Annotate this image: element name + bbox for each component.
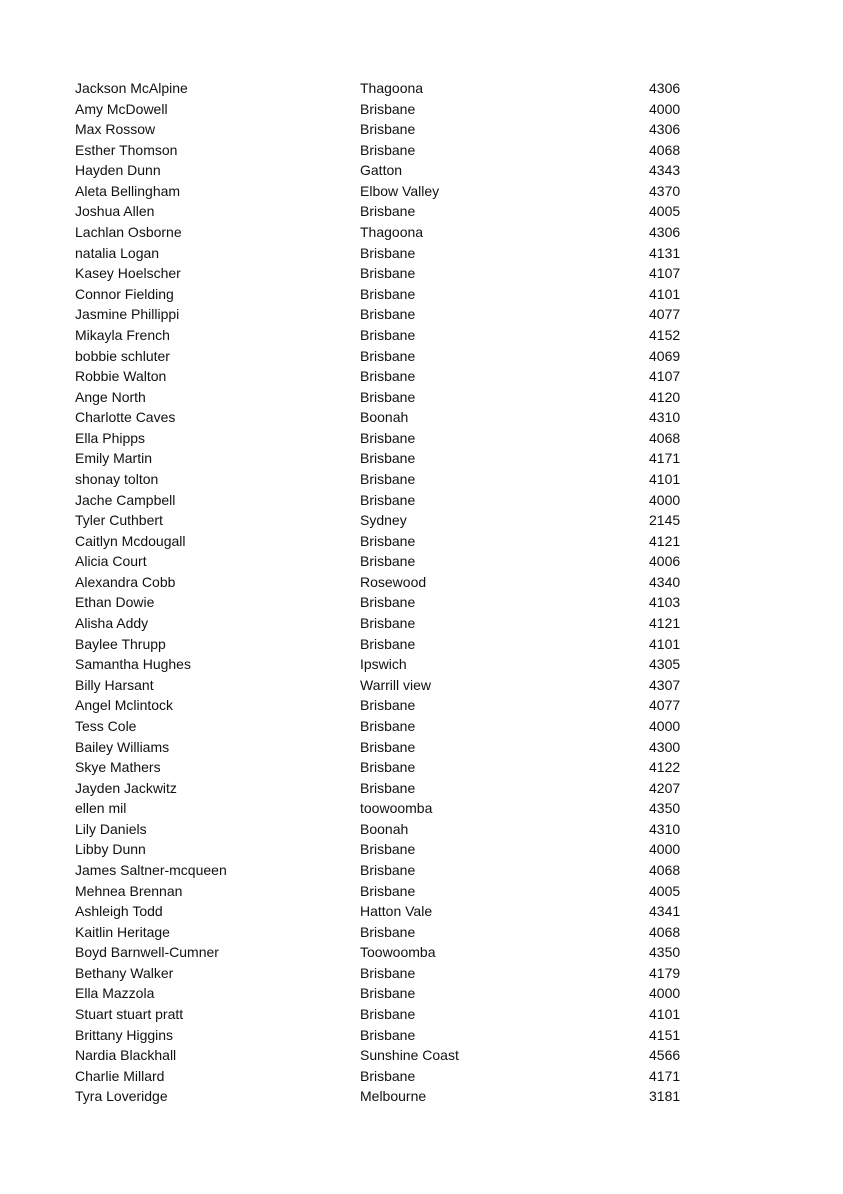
table-row: [75, 387, 695, 408]
suburb-cell: Brisbane: [360, 553, 416, 570]
table-row: [75, 346, 695, 367]
suburb-cell: Brisbane: [360, 635, 416, 652]
table-row: [75, 407, 695, 428]
postcode-cell: 4077: [649, 697, 681, 714]
postcode-cell: 4310: [649, 820, 681, 837]
table-row: [75, 140, 695, 161]
suburb-cell: Brisbane: [360, 450, 416, 467]
postcode-cell: 4350: [649, 800, 681, 817]
table-row: [75, 839, 695, 860]
suburb-cell: Brisbane: [360, 964, 416, 981]
postcode-cell: 4370: [649, 182, 681, 199]
postcode-cell: 4305: [649, 656, 681, 673]
table-row: [75, 490, 695, 511]
suburb-cell: Brisbane: [360, 121, 416, 138]
postcode-cell: 4343: [649, 162, 681, 179]
table-row: [75, 901, 695, 922]
name-cell: Baylee Thrupp: [75, 635, 166, 652]
postcode-cell: 4306: [649, 80, 681, 96]
name-cell: Ella Mazzola: [75, 985, 155, 1002]
table-row: [75, 983, 695, 1004]
postcode-cell: 4121: [649, 532, 681, 549]
postcode-cell: 4350: [649, 944, 681, 961]
name-cell: Mikayla French: [75, 326, 170, 343]
suburb-cell: Thagoona: [360, 80, 424, 96]
name-cell: Jache Campbell: [75, 491, 176, 508]
name-cell: Jayden Jackwitz: [75, 779, 177, 796]
table-row: [75, 469, 695, 490]
suburb-cell: Brisbane: [360, 697, 416, 714]
suburb-cell: Brisbane: [360, 491, 416, 508]
suburb-cell: Brisbane: [360, 738, 416, 755]
postcode-cell: 4122: [649, 759, 681, 776]
name-cell: Robbie Walton: [75, 368, 167, 385]
suburb-cell: Brisbane: [360, 779, 416, 796]
suburb-cell: Toowoomba: [360, 944, 436, 961]
suburb-cell: Brisbane: [360, 1067, 416, 1084]
table-row: [75, 201, 695, 222]
suburb-cell: Brisbane: [360, 985, 416, 1002]
name-cell: Ella Phipps: [75, 429, 146, 446]
name-cell: bobbie schluter: [75, 347, 170, 364]
name-cell: Esther Thomson: [75, 141, 178, 158]
name-cell: Boyd Barnwell-Cumner: [75, 944, 219, 961]
postcode-cell: 4207: [649, 779, 681, 796]
suburb-cell: Brisbane: [360, 368, 416, 385]
postcode-cell: 4068: [649, 861, 681, 878]
suburb-cell: Brisbane: [360, 861, 416, 878]
suburb-cell: Brisbane: [360, 532, 416, 549]
table-row: [75, 304, 695, 325]
table-row: [75, 716, 695, 737]
name-cell: Brittany Higgins: [75, 1026, 174, 1043]
suburb-cell: Melbourne: [360, 1088, 427, 1105]
postcode-cell: 2145: [649, 512, 681, 529]
suburb-cell: Brisbane: [360, 594, 416, 611]
postcode-cell: 4101: [649, 285, 681, 302]
suburb-cell: Brisbane: [360, 203, 416, 220]
table-row: [75, 531, 695, 552]
name-cell: Max Rossow: [75, 121, 156, 138]
table-row: [75, 634, 695, 655]
postcode-cell: 4000: [649, 985, 681, 1002]
postcode-cell: 4300: [649, 738, 681, 755]
postcode-cell: 4566: [649, 1047, 681, 1064]
name-cell: Tyra Loveridge: [75, 1088, 168, 1105]
postcode-cell: 4306: [649, 224, 681, 241]
postcode-cell: 4101: [649, 470, 681, 487]
table-row: [75, 737, 695, 758]
table-row: [75, 428, 695, 449]
postcode-cell: 4131: [649, 244, 681, 261]
postcode-cell: 4000: [649, 717, 681, 734]
postcode-cell: 4000: [649, 841, 681, 858]
name-cell: Caitlyn Mcdougall: [75, 532, 186, 549]
suburb-cell: Sydney: [360, 512, 407, 529]
name-cell: Alisha Addy: [75, 615, 149, 632]
suburb-cell: Hatton Vale: [360, 903, 433, 920]
contact-table: [75, 78, 695, 1107]
suburb-cell: Warrill view: [360, 676, 432, 693]
postcode-cell: 4121: [649, 615, 681, 632]
postcode-cell: 4006: [649, 553, 681, 570]
name-cell: Samantha Hughes: [75, 656, 191, 673]
table-row: [75, 325, 695, 346]
suburb-cell: Brisbane: [360, 1006, 416, 1023]
name-cell: Tyler Cuthbert: [75, 512, 163, 529]
suburb-cell: Thagoona: [360, 224, 424, 241]
name-cell: Tess Cole: [75, 717, 137, 734]
table-row: [75, 1066, 695, 1087]
name-cell: Bethany Walker: [75, 964, 174, 981]
postcode-cell: 4152: [649, 326, 681, 343]
suburb-cell: Elbow Valley: [360, 182, 440, 199]
suburb-cell: Boonah: [360, 409, 409, 426]
suburb-cell: Brisbane: [360, 615, 416, 632]
suburb-cell: Brisbane: [360, 1026, 416, 1043]
name-cell: Bailey Williams: [75, 738, 170, 755]
table-row: [75, 778, 695, 799]
name-cell: Mehnea Brennan: [75, 882, 183, 899]
postcode-cell: 4000: [649, 491, 681, 508]
table-row: [75, 510, 695, 531]
table-row: [75, 798, 695, 819]
name-cell: Amy McDowell: [75, 100, 168, 117]
table-row: [75, 881, 695, 902]
name-cell: ellen mil: [75, 800, 127, 817]
table-row: [75, 1025, 695, 1046]
postcode-cell: 4103: [649, 594, 681, 611]
suburb-cell: Brisbane: [360, 388, 416, 405]
name-cell: Joshua Allen: [75, 203, 155, 220]
table-row: [75, 366, 695, 387]
table-row: [75, 284, 695, 305]
name-cell: Aleta Bellingham: [75, 182, 181, 199]
name-cell: Ashleigh Todd: [75, 903, 163, 920]
postcode-cell: 4000: [649, 100, 681, 117]
postcode-cell: 4306: [649, 121, 681, 138]
postcode-cell: 4005: [649, 203, 681, 220]
postcode-cell: 4101: [649, 1006, 681, 1023]
table-row: [75, 160, 695, 181]
name-cell: Charlotte Caves: [75, 409, 176, 426]
suburb-cell: Ipswich: [360, 656, 407, 673]
name-cell: Alexandra Cobb: [75, 573, 176, 590]
suburb-cell: Brisbane: [360, 244, 416, 261]
postcode-cell: 4340: [649, 573, 681, 590]
postcode-cell: 3181: [649, 1088, 681, 1105]
postcode-cell: 4107: [649, 368, 681, 385]
name-cell: Libby Dunn: [75, 841, 146, 858]
suburb-cell: Brisbane: [360, 326, 416, 343]
table-row: [75, 942, 695, 963]
name-cell: Lachlan Osborne: [75, 224, 182, 241]
postcode-cell: 4341: [649, 903, 681, 920]
postcode-cell: 4101: [649, 635, 681, 652]
name-cell: James Saltner-mcqueen: [75, 861, 227, 878]
suburb-cell: Brisbane: [360, 285, 416, 302]
suburb-cell: Rosewood: [360, 573, 427, 590]
table-row: [75, 922, 695, 943]
postcode-cell: 4005: [649, 882, 681, 899]
name-cell: Ange North: [75, 388, 146, 405]
name-cell: Jasmine Phillippi: [75, 306, 180, 323]
suburb-cell: Brisbane: [360, 347, 416, 364]
table-row: [75, 99, 695, 120]
postcode-cell: 4310: [649, 409, 681, 426]
suburb-cell: Brisbane: [360, 306, 416, 323]
postcode-cell: 4171: [649, 450, 681, 467]
name-cell: Stuart stuart pratt: [75, 1006, 184, 1023]
table-row: [75, 613, 695, 634]
table-row: [75, 675, 695, 696]
table-row: [75, 592, 695, 613]
name-cell: Charlie Millard: [75, 1067, 165, 1084]
table-row: [75, 78, 695, 99]
postcode-cell: 4151: [649, 1026, 681, 1043]
table-row: [75, 757, 695, 778]
suburb-cell: Brisbane: [360, 882, 416, 899]
suburb-cell: Brisbane: [360, 141, 416, 158]
suburb-cell: Brisbane: [360, 429, 416, 446]
postcode-cell: 4120: [649, 388, 681, 405]
table-row: [75, 1045, 695, 1066]
postcode-cell: 4307: [649, 676, 681, 693]
suburb-cell: Boonah: [360, 820, 409, 837]
name-cell: Skye Mathers: [75, 759, 161, 776]
name-cell: Emily Martin: [75, 450, 153, 467]
table-row: [75, 263, 695, 284]
suburb-cell: Brisbane: [360, 100, 416, 117]
postcode-cell: 4069: [649, 347, 681, 364]
name-cell: natalia Logan: [75, 244, 160, 261]
table-row: [75, 222, 695, 243]
postcode-cell: 4179: [649, 964, 681, 981]
name-cell: Lily Daniels: [75, 820, 147, 837]
table-row: [75, 181, 695, 202]
suburb-cell: Brisbane: [360, 923, 416, 940]
table-row: [75, 119, 695, 140]
table-row: [75, 1086, 695, 1107]
table-row: [75, 963, 695, 984]
name-cell: Hayden Dunn: [75, 162, 161, 179]
suburb-cell: Brisbane: [360, 717, 416, 734]
table-row: [75, 654, 695, 675]
postcode-cell: 4068: [649, 429, 681, 446]
name-cell: Kaitlin Heritage: [75, 923, 170, 940]
name-cell: Angel Mclintock: [75, 697, 174, 714]
name-cell: Jackson McAlpine: [75, 80, 188, 96]
suburb-cell: Brisbane: [360, 470, 416, 487]
name-cell: Ethan Dowie: [75, 594, 155, 611]
table-row: [75, 860, 695, 881]
postcode-cell: 4171: [649, 1067, 681, 1084]
table-row: [75, 551, 695, 572]
name-cell: Nardia Blackhall: [75, 1047, 177, 1064]
name-cell: Kasey Hoelscher: [75, 265, 181, 282]
table-row: [75, 243, 695, 264]
table-row: [75, 819, 695, 840]
table-row: [75, 1004, 695, 1025]
suburb-cell: Brisbane: [360, 841, 416, 858]
table-row: [75, 572, 695, 593]
name-cell: Alicia Court: [75, 553, 147, 570]
suburb-cell: Sunshine Coast: [360, 1047, 459, 1064]
name-cell: Connor Fielding: [75, 285, 174, 302]
postcode-cell: 4068: [649, 141, 681, 158]
table-row: [75, 695, 695, 716]
name-cell: shonay tolton: [75, 470, 159, 487]
suburb-cell: toowoomba: [360, 800, 433, 817]
table-row: [75, 448, 695, 469]
suburb-cell: Brisbane: [360, 265, 416, 282]
postcode-cell: 4068: [649, 923, 681, 940]
postcode-cell: 4107: [649, 265, 681, 282]
suburb-cell: Gatton: [360, 162, 403, 179]
postcode-cell: 4077: [649, 306, 681, 323]
name-cell: Billy Harsant: [75, 676, 154, 693]
suburb-cell: Brisbane: [360, 759, 416, 776]
